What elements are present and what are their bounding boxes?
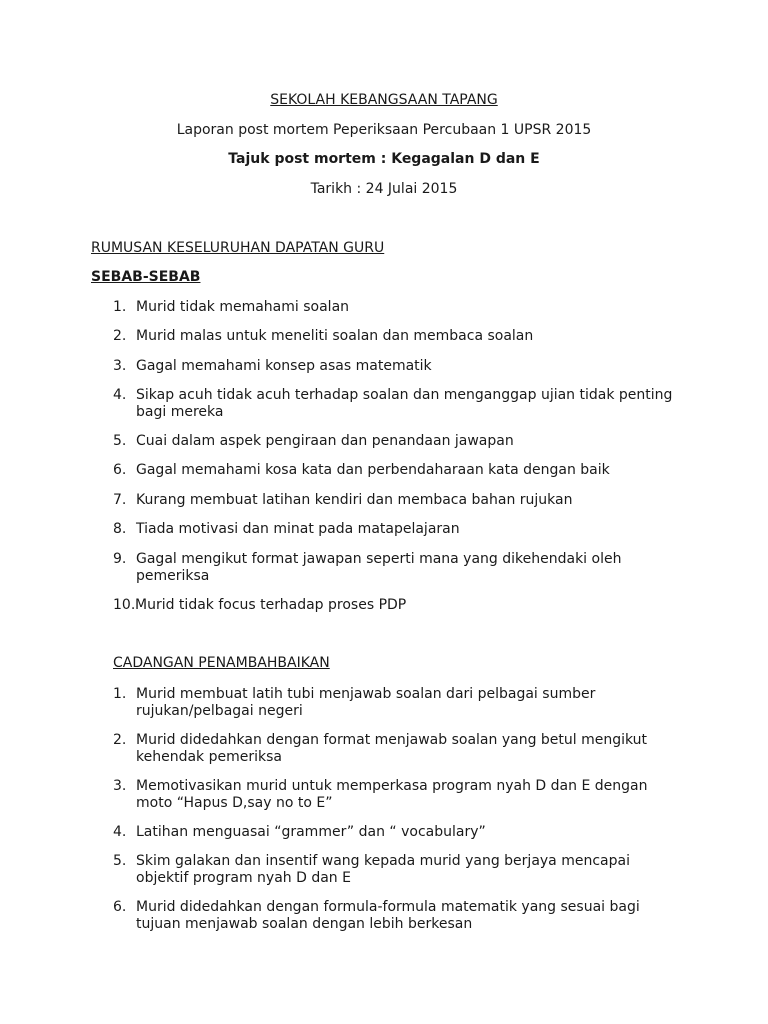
document-page: SEKOLAH KEBANGSAAN TAPANG Laporan post mortem Peperiksaan Percubaan 1 UPSR 2015 Tajuk post mortem : Kegagalan D dan E Tarikh : 24 Julai 2015 RUMUSAN KESELURUHAN DAPATAN GURU SEBAB-SEBAB 1. Murid tidak memahami soalan 2. Murid malas untuk meneliti soalan dan membaca soalan 3. Gagal memahami konsep asas matematik 4. Sikap acuh tidak acuh terhadap soalan dan menganggap ujian tidak penting bagi mereka 5. Cuai dalam aspek pengiraan dan penandaan jawapan 6. Gagal memahami kosa kata dan perbendaharaan kata dengan baik 7. Kurang membuat latihan kendiri dan membaca bahan rujukan 8. Tiada motivasi dan minat pada matapelajaran 9. Gagal mengikut format jawapan seperti mana yang dikehendaki oleh pemeriksa 10. Murid tidak focus terhadap proses PDP CADANGAN PENAMBAHBAIKAN 1. Murid membuat latih tubi menjawab soalan dari pelbagai sumber rujukan/pelbagai negeri 2. Murid didedahkan dengan format menjawab soalan yang betul mengikut kehendak pemeriksa 3. Memotivasikan murid untuk memperkasa program nyah D dan E dengan moto “Hapus D,say no to E” 4. Latihan menguasai “grammer” dan “ vocabulary” 5. Skim galakan dan insentif wang kepada murid yang berjaya mencapai objektif program nyah D dan E 6. Murid didedahkan dengan formula-formula matematik yang sesuai bagi tujuan menjawab soalan dengan lebih berkesan	[0, 0, 768, 1024]
section1-title: RUMUSAN KESELURUHAN DAPATAN GURU	[91, 240, 385, 256]
topic-line: Tajuk post mortem : Kegagalan D dan E	[228, 151, 540, 167]
date-line: Tarikh : 24 Julai 2015	[310, 181, 458, 197]
school-name: SEKOLAH KEBANGSAAN TAPANG	[270, 92, 498, 108]
section1-subtitle: SEBAB-SEBAB	[91, 269, 201, 285]
section2-title: CADANGAN PENAMBAHBAIKAN	[113, 655, 330, 671]
report-title: Laporan post mortem Peperiksaan Percubaan 1 UPSR 2015	[176, 122, 592, 138]
